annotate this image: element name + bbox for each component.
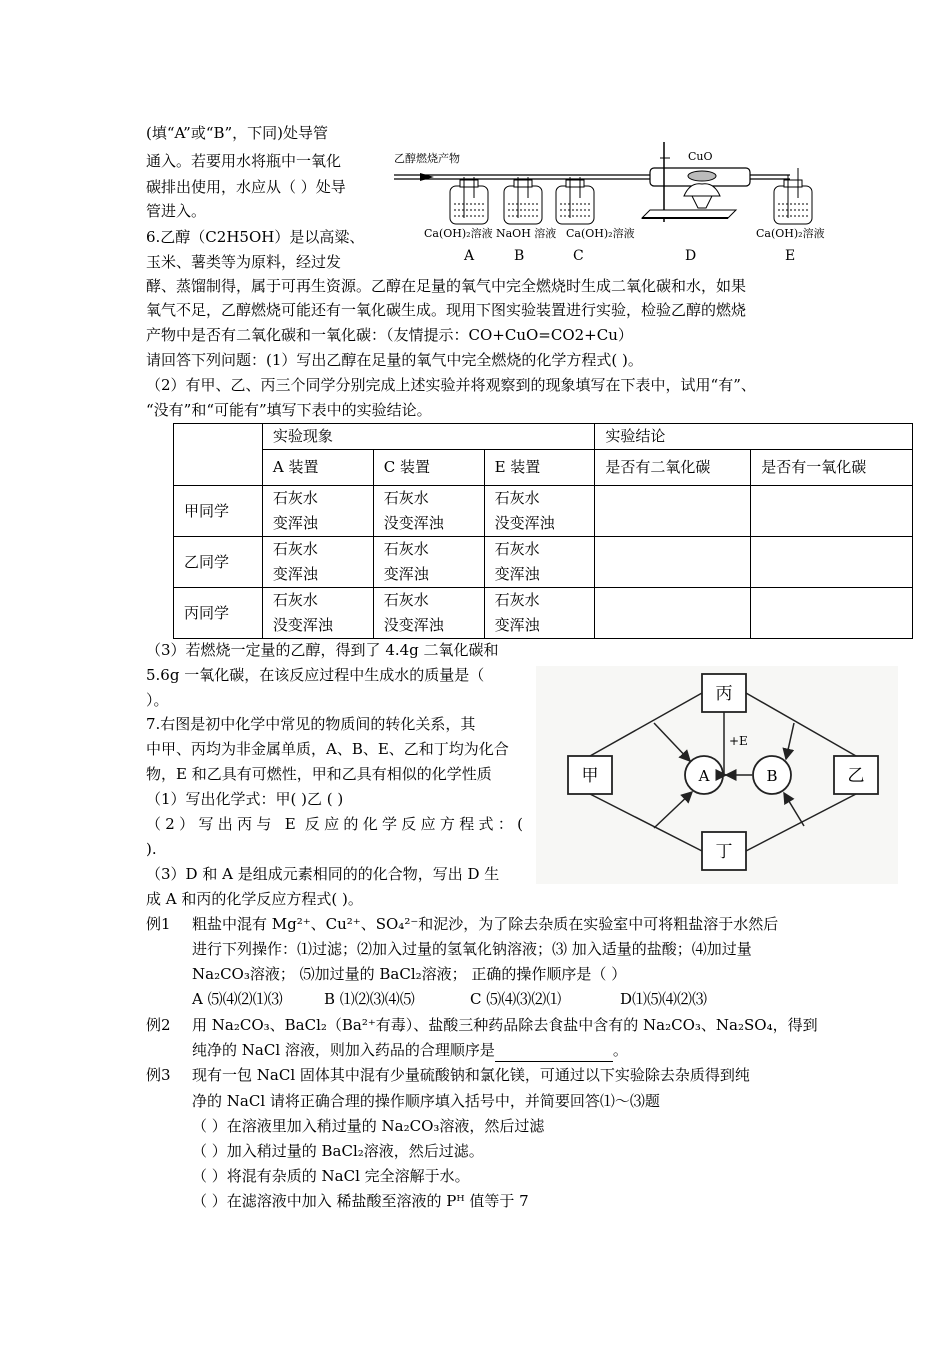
option-d[interactable]: D⑴⑸⑷⑵⑶ [620,990,708,1008]
example-label: 例2 [146,1016,171,1034]
text-line: 中甲、丙均为非金属单质，A、B、E、乙和丁均为化合 [146,740,509,758]
cell-e [484,537,595,588]
text-line: 管进入。 [146,202,207,220]
answer-co-cell[interactable] [751,537,913,588]
header-phenomenon: 实验现象 [262,424,595,450]
text-line: 用 Na₂CO₃、BaCl₂（Ba²⁺有毒）、盐酸三种药品除去食盐中含有的 Na₂CO₃、Na₂SO₄，得到 [192,1016,818,1034]
question-7-start: 7.右图是初中化学中常见的物质间的转化关系，其 [146,715,476,733]
student-name: 丙同学 [174,588,263,639]
text-segment: 。 [612,1041,628,1059]
label-jia: 甲 [581,766,599,786]
text-line: 成 A 和丙的化学反应方程式( )。 [146,890,363,908]
cell-e [484,588,595,639]
label-bing: 丙 [715,684,733,704]
label-yi: 乙 [847,766,865,786]
table-row [174,486,913,537]
text-line: “没有”和“可能有”填写下表中的实验结论。 [146,401,432,419]
bottle-e-icon [774,168,812,224]
text-line: （3）D 和 A 是组成元素相同的的化合物，写出 D 生 [146,865,500,883]
header-co: 是否有一氧化碳 [751,450,913,486]
answer-co2-cell[interactable] [595,588,751,639]
cell-text: 变浑浊 [494,616,540,634]
cell-text: 变浑浊 [383,565,429,583]
cell-text: 石灰水 [383,540,429,558]
cell-text: 石灰水 [494,540,540,558]
example-label: 例1 [146,915,171,933]
text-line: 碳排出使用，水应从（ ）处导 [146,178,346,196]
label-b: B [514,248,525,264]
cell-text: 没变浑浊 [383,616,444,634]
text-line: （2）写出丙与 E 反应的化学反应方程式：( [146,815,523,833]
step-item[interactable]: （ ）加入稍过量的 BaCl₂溶液，然后过滤。 [192,1142,484,1160]
cell-a [262,486,373,537]
text-line: 请回答下列问题：(1）写出乙醇在足量的氧气中完全燃烧的化学方程式( )。 [146,351,643,369]
bottle-b-icon [504,177,542,224]
answer-co2-cell[interactable] [595,486,751,537]
text-line: 玉米、薯类等为原料，经过发 [146,253,342,271]
cell-text: 石灰水 [494,591,540,609]
header-conclusion: 实验结论 [595,424,913,450]
solution-e-label: Ca(OH)₂溶液 [756,227,825,240]
label-e: E [785,248,796,264]
question-6-start: 6.乙醇（C2H5OH）是以高粱、 [146,228,365,246]
text-line: 物，E 和乙具有可燃性，甲和乙具有相似的化学性质 [146,765,492,783]
cell-c [373,537,484,588]
cell-a [262,537,373,588]
text-line: 产物中是否有二氧化碳和一氧化碳：（友情提示：CO+CuO=CO2+Cu） [146,326,633,344]
student-name: 乙同学 [174,537,263,588]
table-row [174,537,913,588]
answer-co-cell[interactable] [751,486,913,537]
label-a: A [464,248,475,264]
answer-co-cell[interactable] [751,588,913,639]
example-label: 例3 [146,1066,171,1084]
text-line: 进行下列操作：⑴过滤；⑵加入过量的氢氧化钠溶液；⑶ 加入适量的盐酸；⑷加过量 [192,940,752,958]
text-line: 粗盐中混有 Mg²⁺、Cu²⁺、SO₄²⁻和泥沙，为了除去杂质在实验室中可将粗盐溶于水然后 [192,915,779,933]
text-line [192,1038,628,1062]
cell-text: 变浑浊 [494,565,540,583]
apparatus-figure [380,138,840,268]
text-line: 氧气不足，乙醇燃烧可能还有一氧化碳生成。现用下图实验装置进行实验，检验乙醇的燃烧 [146,301,747,319]
label-c: C [573,248,584,264]
text-line: （1）写出化学式：甲( )乙 ( ) [146,790,344,808]
text-line: 5.6g 一氧化碳，在该反应过程中生成水的质量是（ [146,666,485,684]
cell-text: 石灰水 [272,591,318,609]
student-name: 甲同学 [174,486,263,537]
cell-text: 没变浑浊 [383,514,444,532]
cell-text: 石灰水 [494,489,540,507]
cell-a [262,588,373,639]
text-line: 酵、蒸馏制得，属于可再生资源。乙醇在足量的氧气中完全燃烧时生成二氧化碳和水，如果 [146,277,747,295]
text-line: ). [146,840,157,858]
option-b[interactable]: B ⑴⑵⑶⑷⑸ [324,990,415,1008]
cell-e [484,486,595,537]
step-item[interactable]: （ ）在滤溶液中加入 稀盐酸至溶液的 Pᴴ 值等于 7 [192,1192,529,1210]
step-item[interactable]: （ ）在溶液里加入稍过量的 Na₂CO₃溶液，然后过滤 [192,1117,545,1135]
answer-co2-cell[interactable] [595,537,751,588]
cell-text: 石灰水 [272,540,318,558]
text-line: （3）若燃烧一定量的乙醇，得到了 4.4g 二氧化碳和 [146,641,499,659]
table-corner [174,424,263,486]
cell-c [373,486,484,537]
cuo-label: CuO [688,150,713,163]
header-a: A 装置 [262,450,373,486]
solution-c-label: Ca(OH)₂溶液 [566,227,635,240]
cell-text: 没变浑浊 [272,616,333,634]
text-line: 现有一包 NaCl 固体其中混有少量硫酸钠和氯化镁，可通过以下实验除去杂质得到纯 [192,1066,750,1084]
text-line: Na₂CO₃溶液； ⑸加过量的 BaCl₂溶液； 正确的操作顺序是（ ） [192,965,627,983]
text-line: （2）有甲、乙、丙三个同学分别完成上述实验并将观察到的现象填写在下表中，试用“有”、 [146,376,756,394]
header-e: E 装置 [484,450,595,486]
text-line: ）。 [146,691,169,709]
conversion-diagram [536,666,898,884]
bottle-a-icon [450,177,488,224]
step-item[interactable]: （ ）将混有杂质的 NaCl 完全溶解于水。 [192,1167,470,1185]
cell-text: 变浑浊 [272,514,318,532]
flow-arrow-icon [420,173,434,181]
answer-blank[interactable] [495,1045,613,1062]
inlet-label: 乙醇燃烧产物 [394,152,460,165]
cell-c [373,588,484,639]
label-plus-e: +E [729,734,748,748]
solution-b-label: NaOH 溶液 [496,227,557,240]
text-segment: 纯净的 NaCl 溶液，则加入药品的合理顺序是 [192,1041,495,1059]
text-line: (填“A”或“B”，下同)处导管 [146,124,329,142]
experiment-table [173,423,913,639]
option-c[interactable]: C ⑸⑷⑶⑵⑴ [470,990,562,1008]
label-a: A [698,767,710,785]
cell-text: 没变浑浊 [494,514,555,532]
cell-text: 石灰水 [383,489,429,507]
cell-text: 石灰水 [272,489,318,507]
table-row [174,588,913,639]
text-line: 通入。若要用水将瓶中一氧化 [146,152,342,170]
option-a[interactable]: A ⑸⑷⑵⑴⑶ [192,990,283,1008]
header-c: C 装置 [373,450,484,486]
label-b: B [766,767,778,785]
header-co2: 是否有二氧化碳 [595,450,751,486]
cell-text: 变浑浊 [272,565,318,583]
cell-text: 石灰水 [383,591,429,609]
text-line: 净的 NaCl 请将正确合理的操作顺序填入括号中，并简要回答⑴～⑶题 [192,1092,660,1110]
bottle-c-icon [556,177,594,224]
label-ding: 丁 [715,842,733,862]
label-d: D [685,248,697,264]
solution-a-label: Ca(OH)₂溶液 [424,227,493,240]
